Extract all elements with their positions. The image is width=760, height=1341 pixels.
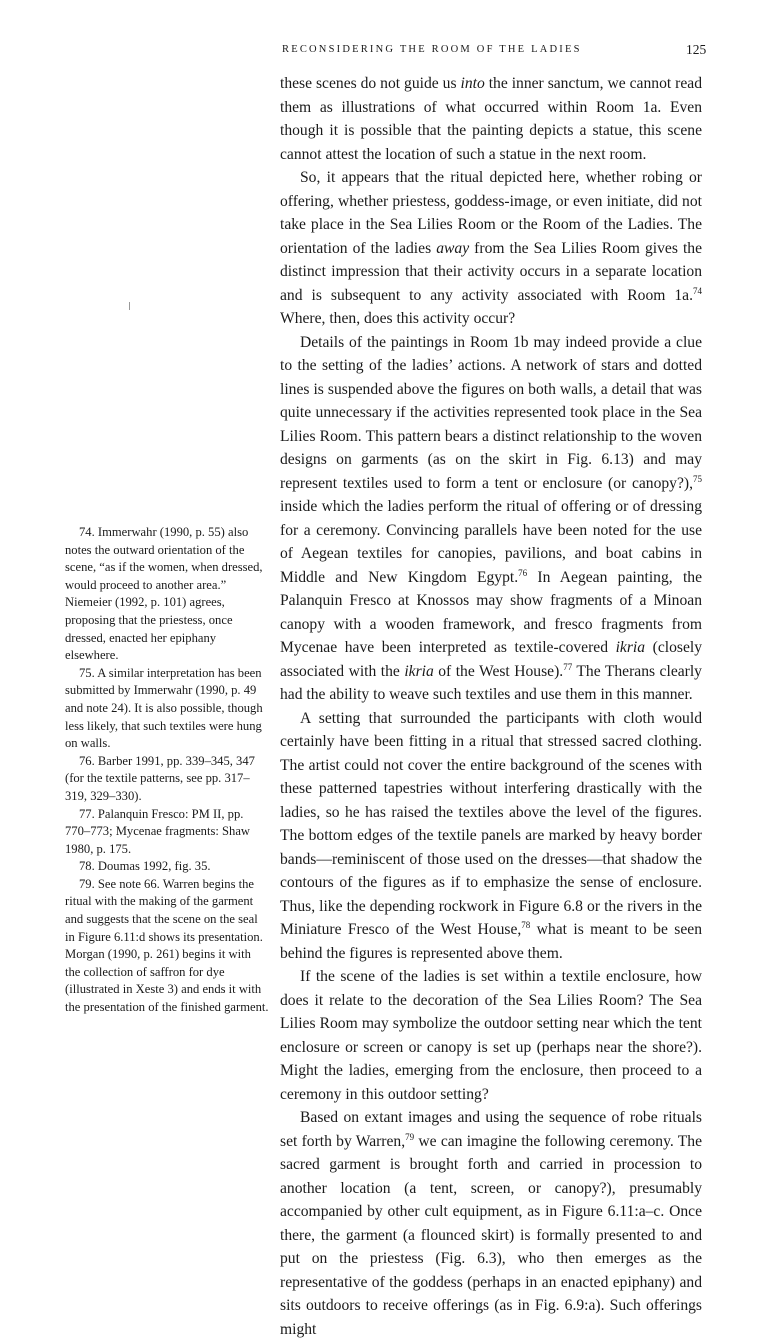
italic-term: ikria bbox=[404, 662, 434, 680]
stray-mark bbox=[129, 302, 130, 310]
footnote: 78. Doumas 1992, fig. 35. bbox=[79, 859, 211, 874]
footnote: 76. Barber 1991, pp. 339–345, 347 (for the textile patterns, see pp. 317–319, 329–330). bbox=[65, 753, 255, 803]
footnote: 77. Palanquin Fresco: PM II, pp. 770–773; Mycenae fragments: Shaw 1980, p. 175. bbox=[65, 806, 251, 856]
body-paragraph: Based on extant images and using the sequence of robe rituals set forth by Warren,$^{79}$ we can imagine the following ceremony. The sacred garment is brought forth and carried in procession to another location (a tent, screen, or canopy?), presumably accompanied by other cult equipment, as in Figure 6.11:a–c. Once there, the garment (a flounced skirt) is formally presented to and put on the priestess (Fig. 6.3), who then emerges as the representative of the goddess (perhaps in an enacted epiphany) and sits outdoors to receive offerings (as in Fig. 6.9:a). Such offerings might bbox=[280, 1109, 702, 1338]
footnote: 75. A similar interpretation has been submitted by Immerwahr (1990, p. 49 and note 24). It is also possible, though less likely, that such textiles were hung on walls. bbox=[65, 665, 263, 751]
body-paragraph: So, it appears that the ritual depicted here, whether robing or offering, whether priestess, goddess-image, or even initiate, did not take place in the Sea Lilies Room or the Room of the Ladies. The orientation of the ladies away from the Sea Lilies Room gives the distinct impression that their activity occurs in a separate location and is subsequent to any activity associated with Room 1a.$^{74}$ Where, then, does this activity occur? bbox=[280, 169, 702, 327]
footnote-ref: 78 bbox=[521, 919, 531, 930]
footnote: 74. Immerwahr (1990, p. 55) also notes the outward orientation of the scene, “as if the women, when dressed, would proceed to another area.” Niemeier (1992, p. 101) agrees, proposing that the priestess, once dressed, enacted her epiphany elsewhere. bbox=[65, 525, 263, 663]
body-paragraph: If the scene of the ladies is set within a textile enclosure, how does it relate to the decoration of the Sea Lilies Room? The Sea Lilies Room may symbolize the outdoor setting near which the tent enclosure or screen or canopy is set up (perhaps near the shore?). Might the ladies, emerging from the enclosure, then proceed to a ceremony in this outdoor setting? bbox=[280, 968, 702, 1103]
body-paragraph: A setting that surrounded the participants with cloth would certainly have been fitting in a ritual that stressed sacred clothing. The artist could not cover the entire background of the scenes with these patterned tapestries without interfering drastically with the ladies, so he has raised the textiles above the level of the figures. The bottom edges of the textile panels are marked by heavy border bands—reminiscent of those used on the dresses—that shadow the contours of the figures as if to emphasize the sense of enclosure. Thus, like the depending rockwork in Figure 6.8 or the rivers in the Miniature Fresco of the West House,$^{78}$ what is meant to be seen behind the figures is represented above them. bbox=[280, 709, 702, 962]
footnote-ref: 75 bbox=[693, 473, 702, 484]
footnote-ref: 77 bbox=[563, 661, 573, 672]
body-paragraph: Details of the paintings in Room 1b may indeed provide a clue to the setting of the ladies’ actions. A network of stars and dotted lines is suspended above the figures on both walls, a detail that was quite unnecessary if the activities represented took place in the Sea Lilies Room. This pattern bears a distinct relationship to the woven designs on garments (as on the skirt in Fig. 6.13) and may represent textiles used to form a tent or enclosure (or canopy?),$^{75}$ inside which the ladies perform the ritual of offering or of dressing for a ceremony. Convincing parallels have been noted for the use of Aegean textiles for canopies, pavilions, and boat cabins in Middle and New Kingdom Egypt.$^{76}$ In Aegean painting, the Palanquin Fresco at Knossos may show fragments of a Minoan canopy with a wooden framework, and fresco fragments from Mycenae have been interpreted as textile-covered ikria (closely associated with the ikria of the West House).$^{77}$ The Therans clearly had the ability to weave such textiles and use them in this manner. bbox=[280, 333, 702, 703]
footnotes-column bbox=[65, 524, 269, 1017]
footnote-ref: 74 bbox=[693, 285, 702, 296]
footnote-ref: 76 bbox=[518, 567, 528, 578]
page-number: 125 bbox=[686, 42, 707, 57]
italic-term: away bbox=[436, 239, 470, 257]
italic-term: into bbox=[460, 75, 485, 92]
footnote-ref: 79 bbox=[405, 1131, 415, 1142]
italic-term: ikria bbox=[615, 639, 646, 656]
footnote: 79. See note 66. Warren begins the ritual with the making of the garment and suggests that the scene on the seal in Figure 6.11:d shows its presentation. Morgan (1990, p. 261) begins it with the collection of saffron for dye (illustrated in Xeste 3) and ends it with the presentation of the finished garment. bbox=[65, 876, 269, 1015]
main-text-column bbox=[280, 72, 702, 1341]
running-head: RECONSIDERING THE ROOM OF THE LADIES bbox=[282, 44, 582, 55]
body-paragraph: these scenes do not guide us into the inner sanctum, we cannot read them as illustrations of what occurred within Room 1a. Even though it is possible that the painting depicts a statue, this scene cannot attest the location of such a statue in the next room. bbox=[280, 75, 702, 163]
